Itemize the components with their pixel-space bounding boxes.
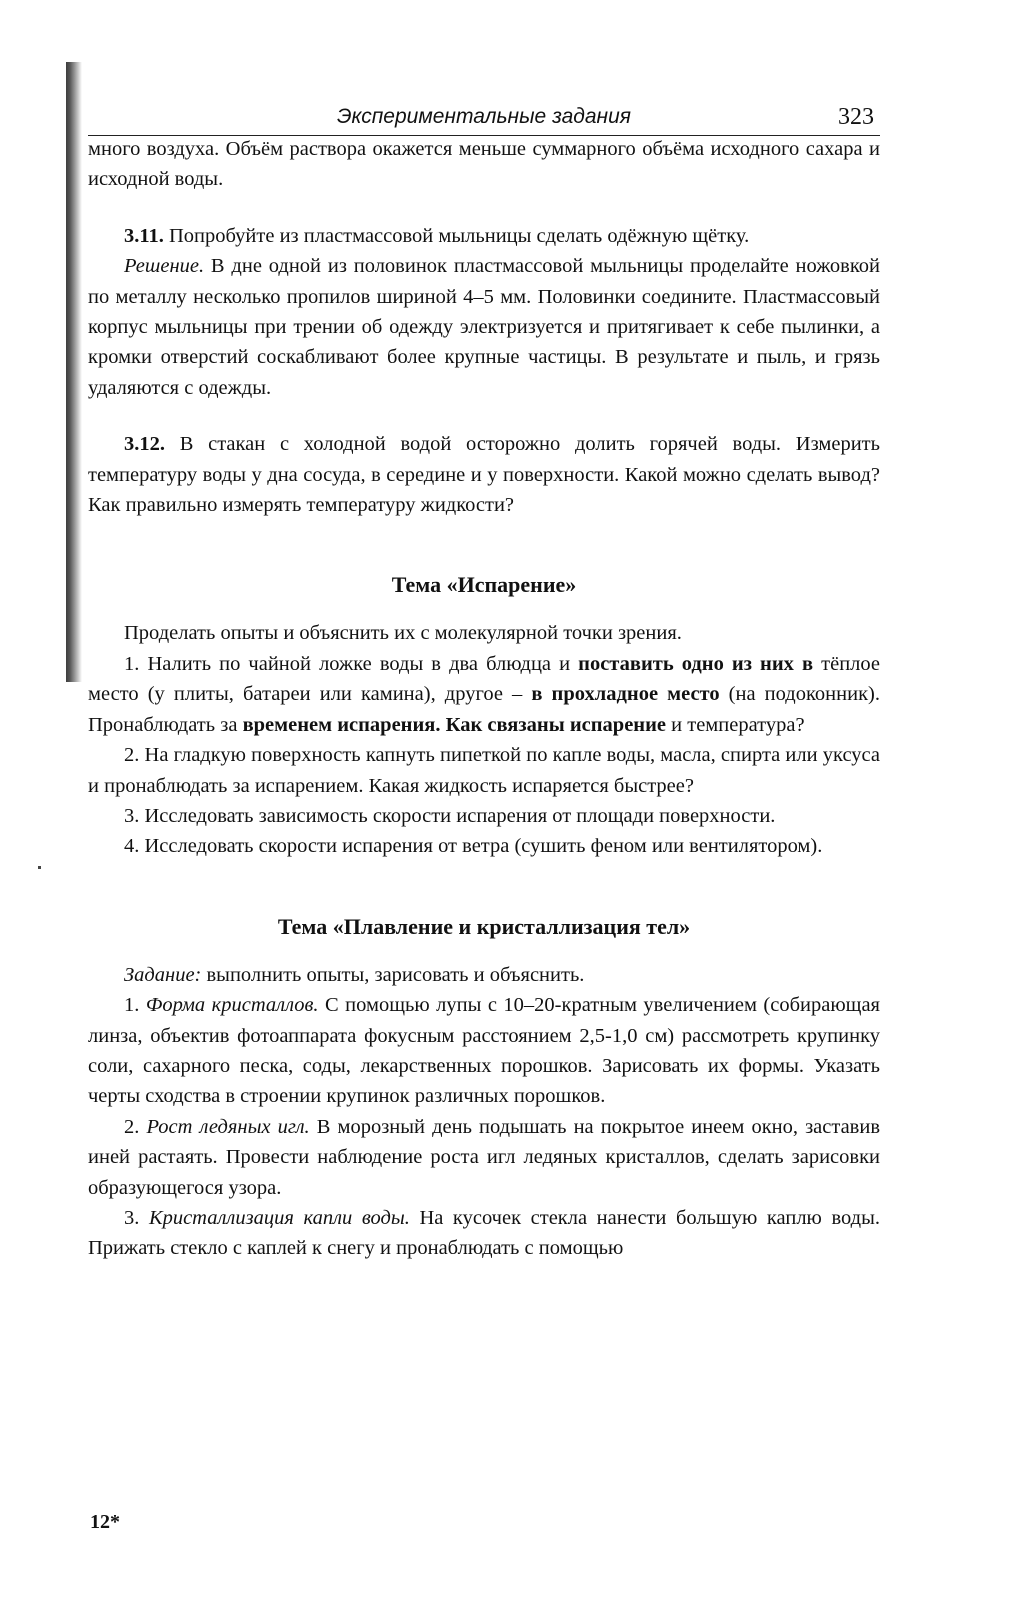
- task-label: Задание:: [124, 963, 202, 986]
- running-title: Экспериментальные задания: [336, 105, 632, 128]
- task-text: В стакан с холодной водой осторожно долить горячей воды. Измерить температуру воды у дна сосуда, в середине и у поверхности. Какой можно сделать вывод? Как правильно измерять температуру жидкости?: [88, 433, 880, 517]
- item-number: 3.: [124, 1206, 149, 1229]
- text-run: в прохладное место: [531, 683, 720, 706]
- melting-item-3: [88, 1203, 880, 1264]
- item-text: С помощью лупы с 10–20-кратным увеличением (собирающая линза, объектив фотоаппарата фокусным расстоянием 2,5-1,0 см) рассмотреть крупинку соли, сахарного песка, соды, лекарственных порошков. Зарисовать их формы. Указать черты сходства в строении крупинок различных порошков.: [88, 994, 880, 1108]
- item-title: Кристаллизация капли воды.: [148, 1206, 410, 1229]
- scan-speck: [38, 866, 41, 869]
- section-heading-melting: Тема «Плавление и кристаллизация тел»: [277, 913, 691, 939]
- evaporation-item-1: [88, 649, 880, 740]
- evaporation-item-2: 2. На гладкую поверхность капнуть пипеткой по капле воды, масла, спирта или уксуса и пронаблюдать за испарением. Какая жидкость испаряется быстрее?: [88, 744, 880, 797]
- text-run: (на подоконник). Пронаблюдать за: [88, 683, 880, 736]
- item-title: Форма кристаллов.: [145, 994, 319, 1017]
- item-number: 2.: [124, 1115, 147, 1138]
- melting-item-1: [88, 990, 880, 1112]
- page-body: [88, 134, 880, 1264]
- task-number: 3.11.: [124, 224, 164, 247]
- task-text: Попробуйте из пластмассовой мыльницы сделать одёжную щётку.: [163, 224, 750, 247]
- signature-mark: 12*: [90, 1511, 120, 1533]
- text-run: поставить одно из них в: [578, 652, 814, 675]
- evaporation-item-3: 3. Исследовать зависимость скорости испарения от площади поверхности.: [124, 804, 776, 827]
- item-number: 1.: [124, 994, 146, 1017]
- item-text: В морозный день подышать на покрытое инеем окно, заставив иней растаять. Провести наблюдение роста игл ледяных кристаллов, сделать зарисовки образующегося узора.: [88, 1115, 881, 1199]
- evaporation-intro: Проделать опыты и объяснить их с молекулярной точки зрения.: [124, 622, 682, 645]
- intro-paragraph: много воздуха. Объём раствора окажется меньше суммарного объёма исходного сахара и исходной воды.: [88, 138, 880, 191]
- task-3-11: [88, 221, 880, 251]
- task-number: 3.12.: [124, 433, 165, 456]
- text-run: временем испарения. Как связаны испарение: [242, 713, 667, 736]
- page-spine-shadow: [66, 62, 82, 682]
- text-run: и температура?: [666, 713, 805, 736]
- melting-item-2: [88, 1112, 880, 1203]
- solution-text: В дне одной из половинок пластмассовой мыльницы проделайте ножовкой по металлу несколько пропилов шириной 4–5 мм. Половинки соедините. Пластмассовый корпус мыльницы при трении об одежду электризуется и притягивает к себе пылинки, а кромки отверстий соскабливают более крупные частицы. В результате и пыль, и грязь удаляются с одежды.: [88, 255, 880, 399]
- running-header: [88, 101, 880, 136]
- solution-label: Решение.: [124, 255, 205, 278]
- task-3-12: [88, 429, 880, 520]
- melting-task: [88, 960, 880, 990]
- item-title: Рост ледяных игл.: [146, 1115, 310, 1138]
- page-number: 323: [838, 104, 874, 130]
- evaporation-item-4: 4. Исследовать скорости испарения от ветра (сушить феном или вентилятором).: [124, 835, 823, 858]
- item-text: На кусочек стекла нанести большую каплю воды. Прижать стекло с каплей к снегу и пронаблюдать с помощью: [88, 1206, 880, 1260]
- section-heading-evaporation: Тема «Испарение»: [391, 572, 577, 598]
- text-run: 1. Налить по чайной ложке воды в два блюдца и: [124, 652, 579, 675]
- task-3-11-solution: [88, 251, 880, 403]
- task-text: выполнить опыты, зарисовать и объяснить.: [201, 963, 585, 986]
- text-run: тёплое место (у плиты, батареи или камина), другое –: [88, 652, 880, 706]
